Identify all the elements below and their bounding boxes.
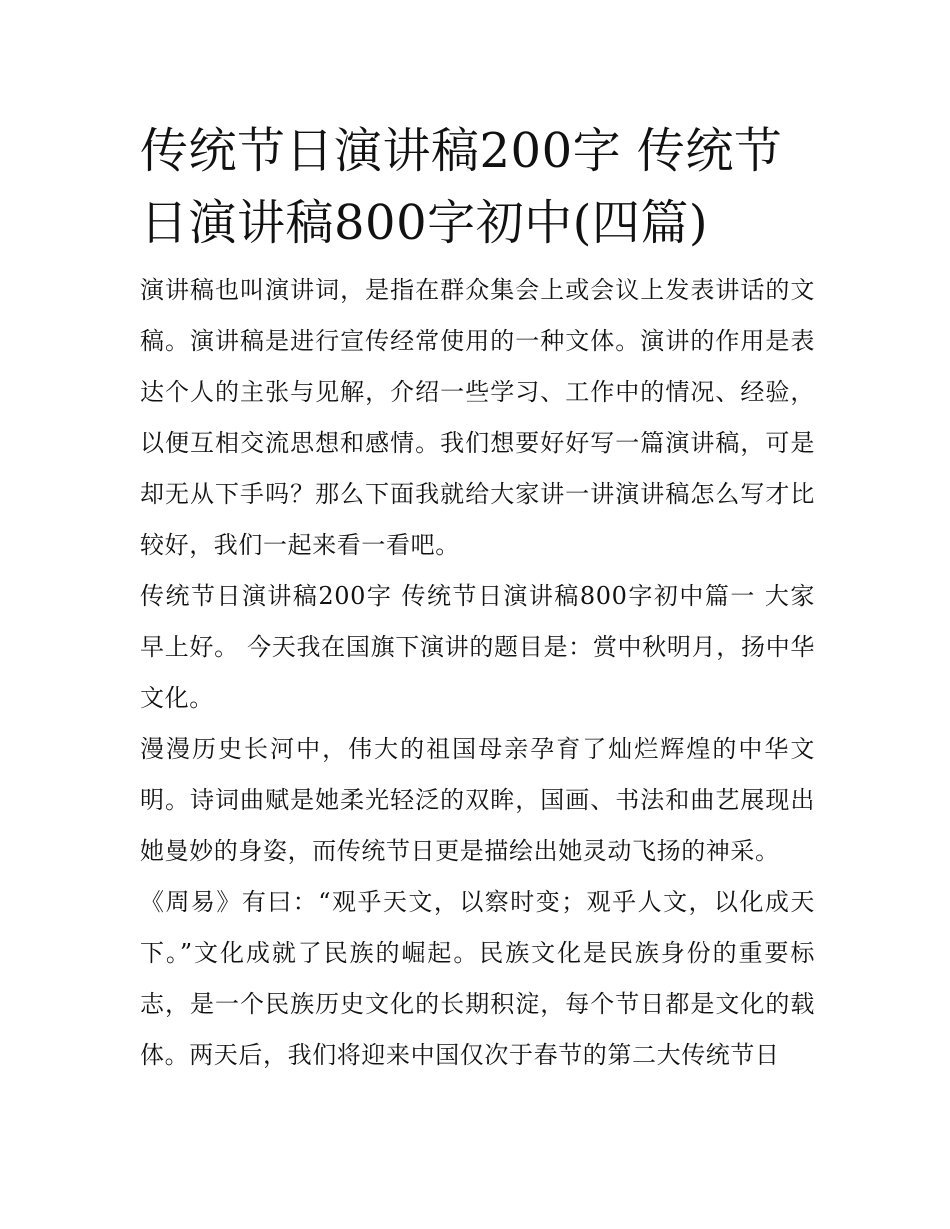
paragraph-zhouyi: 《周易》有曰：“观乎天文，以察时变；观乎人文，以化成天下。”文化成就了民族的崛起。民族文化是民族身份的重要标志，是一个民族历史文化的长期积淀，每个节日都是文化的载体。两天后，我们将迎来中国仅次于春节的第二大传统节日 [140,888,815,1069]
paragraph-history: 漫漫历史长河中，伟大的祖国母亲孕育了灿烂辉煌的中华文明。诗词曲赋是她柔光轻泛的双眸，国画、书法和曲艺展现出她曼妙的身姿，而传统节日更是描绘出她灵动飞扬的神采。 [140,735,815,865]
paragraph-speech-opening: 传统节日演讲稿200字 传统节日演讲稿800字初中篇一 大家早上好。 今天我在国旗下演讲的题目是：赏中秋明月，扬中华文化。 [140,582,815,712]
document-title: 传统节日演讲稿200字 传统节日演讲稿800字初中(四篇) [140,123,783,251]
paragraph-intro: 演讲稿也叫演讲词，是指在群众集会上或会议上发表讲话的文稿。演讲稿是进行宣传经常使用的一种文体。演讲的作用是表达个人的主张与见解，介绍一些学习、工作中的情况、经验，以便互相交流思想和感情。我们想要好好写一篇演讲稿，可是却无从下手吗？那么下面我就给大家讲一讲演讲稿怎么写才比较好，我们一起来看一看吧。 [140,276,815,559]
